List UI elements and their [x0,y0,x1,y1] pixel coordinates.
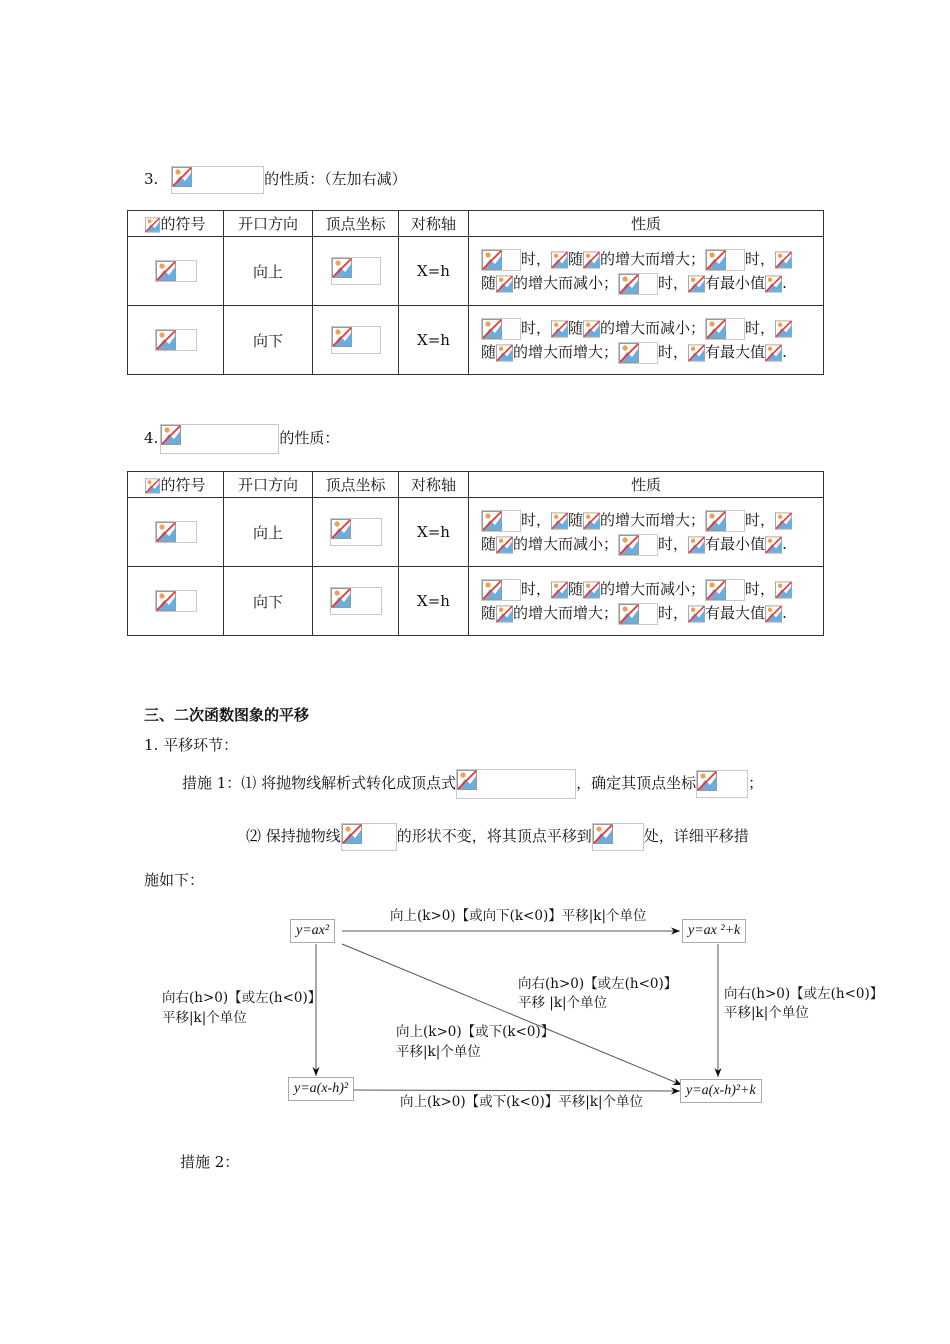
property-text: 时， 随 的增大而减小； 时， 随 的增大而增大； 时， 有最大值 . [469,567,824,636]
section-suffix: 的性质： [279,429,340,447]
label-right-1: 向右(h>0)【或左(h<0)】 [724,986,884,1002]
arrow-diagonal [342,944,682,1085]
header-sign: 的符号 [128,472,224,498]
header-open: 开口方向 [224,472,313,498]
box-y-a-x-h-2-k: y=a(x-h)²+k [680,1079,762,1103]
step-2-line: ⑵ 保持抛物线 的形状不变，将其顶点平移到 处，详细平移措 [246,821,749,851]
label-left-1: 向右(h>0)【或左(h<0)】 [162,990,322,1006]
property-text: 时， 随 的增大而增大； 时， 随 的增大而减小； 时， 有最小值 . [469,237,824,306]
label-top: 向上(k>0)【或向下(k<0)】平移|k|个单位 [390,908,647,924]
step-2-continued: 施如下： [144,871,205,889]
label-right-2: 平移|k|个单位 [724,1005,809,1021]
property-text: 时， 随 的增大而减小； 时， 随 的增大而增大； 时， 有最大值 . [469,306,824,375]
axis-value: X=h [399,498,469,567]
section-title: 三、二次函数图象的平移 [144,706,310,724]
label-left-2: 平移|k|个单位 [162,1010,247,1026]
header-vertex: 顶点坐标 [313,472,399,498]
step-1-line: 措施 1：⑴ 将抛物线解析式转化成顶点式 ，确定其顶点坐标 ； [182,768,763,798]
box-y-ax2-k: y=ax ²+k [682,919,746,943]
header-property: 性质 [469,211,824,237]
label-diag-2a: 向上(k>0)【或下(k<0)】 [396,1024,555,1040]
arrow-bottom [353,1090,680,1091]
header-axis: 对称轴 [399,211,469,237]
section-suffix: 的性质：（左加右减） [264,170,407,188]
axis-value: X=h [399,567,469,636]
header-open: 开口方向 [224,211,313,237]
header-sign: 的符号 [128,211,224,237]
open-direction: 向上 [224,237,313,306]
box-y-a-x-h-2: y=a(x-h)² [288,1077,354,1101]
axis-value: X=h [399,306,469,375]
label-diag-2b: 平移|k|个单位 [396,1044,481,1060]
axis-value: X=h [399,237,469,306]
box-y-ax2: y=ax² [290,919,335,943]
header-axis: 对称轴 [399,472,469,498]
label-diag-1b: 平移 |k|个单位 [518,995,608,1011]
label-diag-1a: 向右(h>0)【或左(h<0)】 [518,976,678,992]
header-property: 性质 [469,472,824,498]
item-1: 1. 平移环节： [144,736,239,754]
label-bottom: 向上(k>0)【或下(k<0)】平移|k|个单位 [400,1094,644,1110]
step-3: 措施 2： [180,1153,240,1171]
section-number: 4. [144,429,159,447]
open-direction: 向下 [224,567,313,636]
open-direction: 向下 [224,306,313,375]
open-direction: 向上 [224,498,313,567]
header-vertex: 顶点坐标 [313,211,399,237]
property-text: 时， 随 的增大而增大； 时， 随 的增大而减小； 时， 有最小值 . [469,498,824,567]
section-number: 3. [144,170,159,188]
